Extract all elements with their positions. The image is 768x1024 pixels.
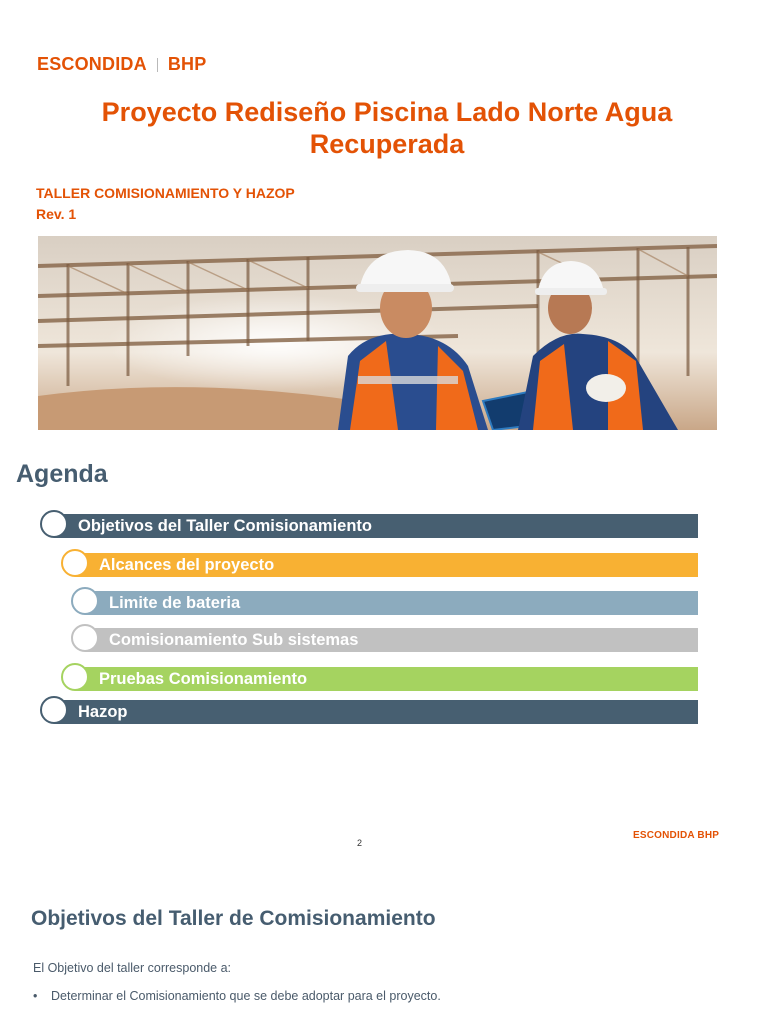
agenda-bullet-circle — [71, 624, 99, 652]
logo-bhp-text: BHP — [167, 54, 207, 74]
agenda-item-label: Limite de bateria — [109, 594, 241, 612]
bullet-dot-icon: • — [33, 989, 38, 1003]
agenda-item-label: Objetivos del Taller Comisionamiento — [78, 517, 373, 535]
footer-logo: ESCONDIDA BHP — [633, 830, 720, 841]
agenda-heading: Agenda — [16, 460, 108, 488]
agenda-bullet-circle — [71, 587, 99, 615]
page-title: Proyecto Rediseño Piscina Lado Norte Agua Recuperada — [101, 97, 673, 159]
agenda-bullet-circle — [40, 510, 68, 538]
section-intro-text: El Objetivo del taller corresponde a: — [33, 961, 232, 975]
agenda-item-objetivos — [40, 514, 698, 538]
agenda-bullet-circle — [61, 549, 89, 577]
subtitle-revision: Rev. 1 — [36, 206, 77, 222]
agenda-item-label: Pruebas Comisionamiento — [99, 670, 308, 688]
hero-photo-workers — [38, 236, 717, 430]
agenda-item-label: Hazop — [78, 703, 128, 721]
logo-escondida-text: ESCONDIDA — [37, 54, 147, 74]
bullet-item — [33, 989, 441, 1003]
escondida-bhp-logo — [37, 54, 206, 75]
agenda-bar — [54, 700, 698, 724]
agenda-item-hazop — [40, 700, 698, 724]
agenda-item-limite — [71, 591, 698, 615]
agenda-item-comisionamiento — [71, 628, 698, 652]
agenda-item-pruebas — [61, 667, 698, 691]
agenda-item-label: Alcances del proyecto — [99, 556, 275, 574]
section-title-objetivos: Objetivos del Taller de Comisionamiento — [31, 907, 436, 930]
agenda-bullet-circle — [61, 663, 89, 691]
subtitle-block — [36, 183, 295, 225]
page-number: 2 — [357, 838, 363, 848]
bullet-text: Determinar el Comisionamiento que se debe adoptar para el proyecto. — [51, 989, 441, 1003]
agenda-item-label: Comisionamiento Sub sistemas — [109, 631, 359, 649]
agenda-item-alcances — [61, 553, 698, 577]
logo-divider — [157, 58, 158, 72]
agenda-bullet-circle — [40, 696, 68, 724]
subtitle-workshop: TALLER COMISIONAMIENTO Y HAZOP — [36, 185, 295, 201]
